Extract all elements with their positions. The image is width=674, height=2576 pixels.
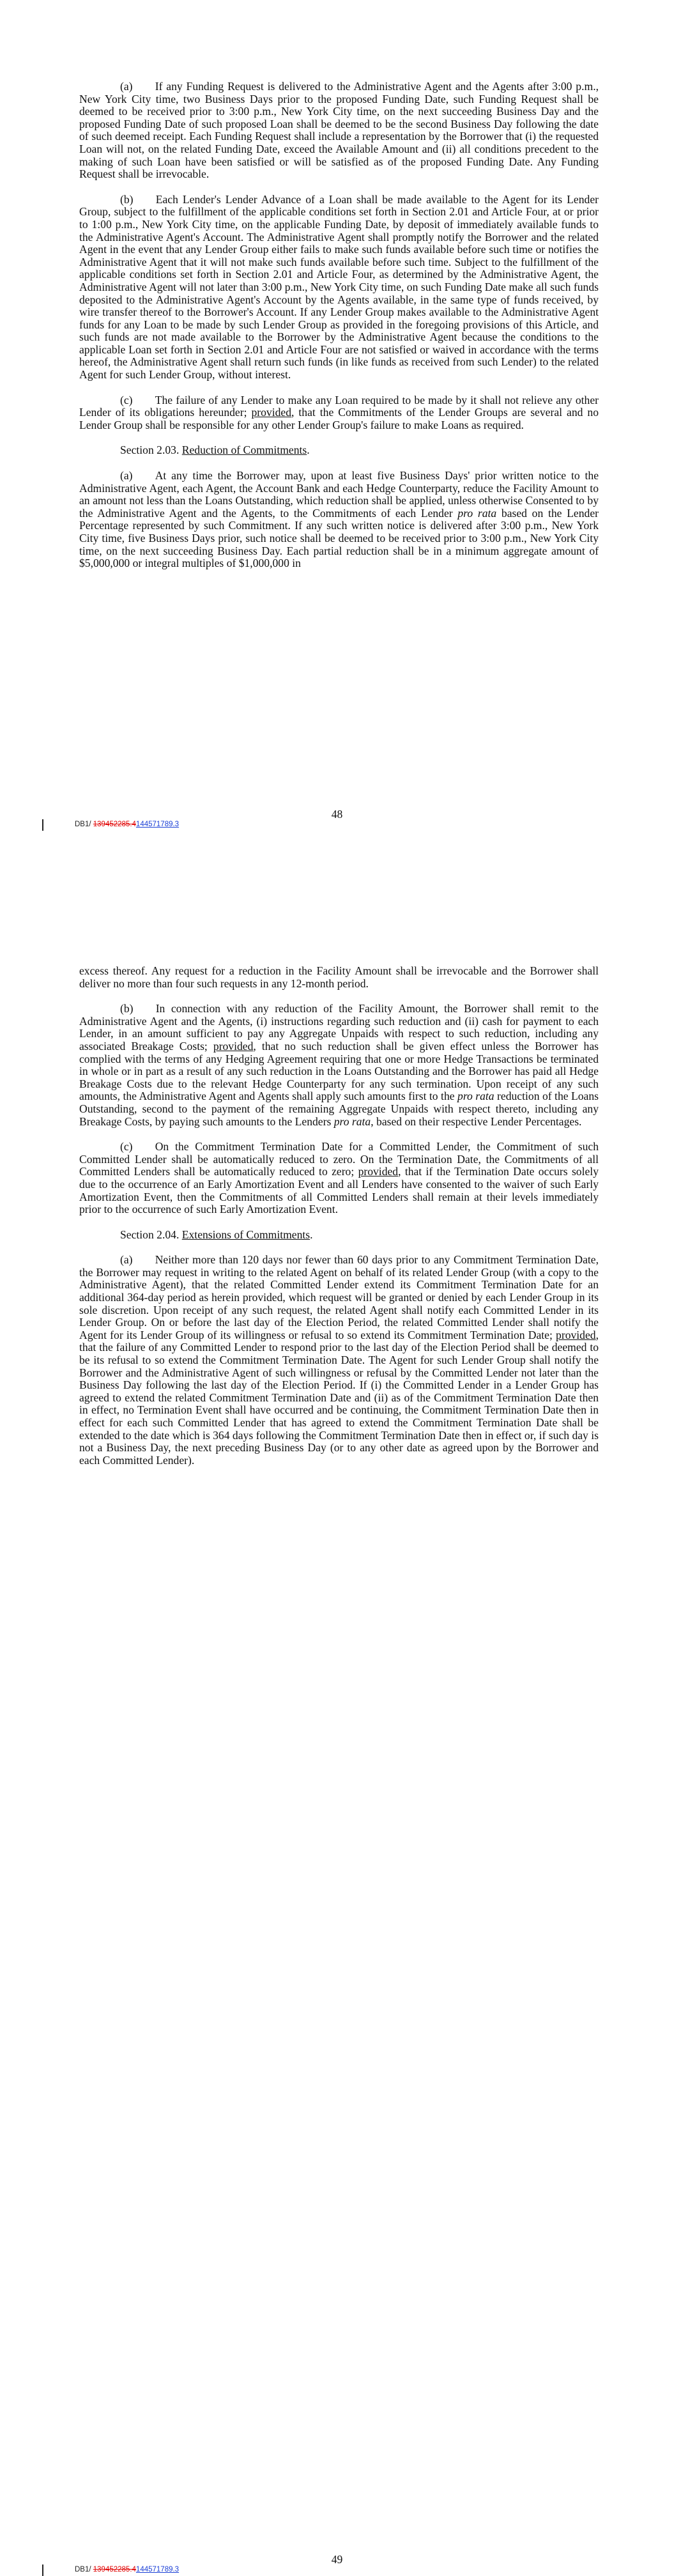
paragraph-continuation: excess thereof. Any request for a reduction in the Facility Amount shall be irrevocable and the Borrower shall deliver no more than four such requests in any 12-month period. <box>79 964 599 990</box>
change-bar <box>42 2564 43 2576</box>
paragraph-2-03-a: (a) At any time the Borrower may, upon at least five Business Days' prior written notice to the Administrative Agent, each Agent, the Account Bank and each Hedge Counterparty, reduce the Facility Amount to an amount not less than the Loans Outstanding, which reduction shall be applied, unless otherwise Consented to by the Administrative Agent and the Agents, to the Commitments of each Lender pro rata based on the Lender Percentage represented by such Commitment. If any such written notice is delivered after 3:00 p.m., New York City time, five Business Days prior, such notice shall be deemed to be received prior to 3:00 p.m., New York City time, on the next succeeding Business Day. Each partial reduction shall be in a minimum aggregate amount of $5,000,000 or integral multiples of $1,000,000 in <box>79 469 599 570</box>
provided-term: provided <box>358 1165 399 1178</box>
provided-term: provided <box>213 1039 254 1053</box>
provided-term: provided <box>556 1328 596 1341</box>
page-number: 49 <box>331 2553 343 2566</box>
paragraph-2-02-a: (a) If any Funding Request is delivered to the Administrative Agent and the Agents after 3:00 p.m., New York City time, two Business Days prior to the proposed Funding Date, such Funding Request shall be deemed to be received prior to 3:00 p.m., New York City time, on the next succeeding Business Day and the proposed Funding Date of such proposed Loan shall be deemed to be the second Business Day following the date of such deemed receipt. Each Funding Request shall include a representation by the Borrower that (i) the requested Loan will not, on the related Funding Date, exceed the Available Amount and (ii) all conditions precedent to the making of such Loan have been satisfied or will be satisfied as of the proposed Funding Date. Any Funding Request shall be irrevocable. <box>79 80 599 181</box>
document-reference: DB1/ 139452285.4144571789.3 <box>75 821 180 828</box>
inserted-reference: 144571789.3 <box>135 2566 180 2573</box>
paragraph-2-02-b: (b) Each Lender's Lender Advance of a Loan shall be made available to the Agent for its Lender Group, subject to the fulfillment of the applicable conditions set forth in Section 2.01 and Article Four, at or prior to 1:00 p.m., New York City time, on the applicable Funding Date, by deposit of immediately available funds to the Administrative Agent's Account. The Administrative Agent shall promptly notify the Borrower and the related Agent in the event that any Lender Group either fails to make such funds available before such time or notifies the Administrative Agent that it will not make such funds available before such time. Subject to the fulfillment of the applicable conditions set forth in Section 2.01 and Article Four, as determined by the Administrative Agent, the Administrative Agent will not later than 3:00 p.m., New York City time, on such Funding Date make all such funds deposited to the Administrative Agent's Account by the Agents available, in the same type of funds received, by wire transfer thereof to the Borrower's Account. If any Lender Group makes available to the Administrative Agent funds for any Loan to be made by such Lender Group as provided in the foregoing provisions of this Article, and such funds are not made available to the Borrower by the Administrative Agent because the conditions to the applicable Loan set forth in Section 2.01 and Article Four are not satisfied or waived in accordance with the terms hereof, the Administrative Agent shall return such funds (in like funds as received from such Lender) to the related Agent for such Lender Group, without interest. <box>79 192 599 382</box>
page-body <box>79 965 599 1479</box>
paragraph-2-03-c: (c) On the Commitment Termination Date for a Committed Lender, the Commitment of such Committed Lender shall be automatically reduced to zero. On the Termination Date, the Commitments of all Committed Lenders shall be automatically reduced to zero; provided, that if the Termination Date occurs solely due to the occurrence of an Early Amortization Event and all Lenders have consented to the waiver of such Early Amortization Event, then the Commitments of all Committed Lenders shall remain at their levels immediately prior to the occurrence of such Early Amortization Event. <box>79 1140 599 1216</box>
deleted-reference: 139452285.4 <box>93 2566 136 2573</box>
page-body <box>79 81 599 583</box>
pro-rata-term: pro rata <box>333 1114 371 1128</box>
document-page-49 <box>0 872 674 2573</box>
deleted-reference: 139452285.4 <box>93 821 136 828</box>
section-title: Extensions of Commitments <box>181 1228 310 1241</box>
inserted-reference: 144571789.3 <box>135 821 180 828</box>
section-title: Reduction of Commitments <box>181 443 307 457</box>
document-reference: DB1/ 139452285.4144571789.3 <box>75 2566 180 2573</box>
section-heading-2-04: Section 2.04. Extensions of Commitments. <box>120 1228 313 1241</box>
paragraph-2-04-a: (a) Neither more than 120 days nor fewer than 60 days prior to any Commitment Termination Date, the Borrower may request in writing to the related Agent on behalf of its related Lender Group (with a copy to the Administrative Agent), that the related Committed Lender extend its Commitment Termination Date for an additional 364-day period as herein provided, which request will be granted or denied by each Lender Group in its sole discretion. Upon receipt of any such request, the related Agent shall notify each Committed Lender in its Lender Group. On or before the last day of the Election Period, the related Committed Lender shall notify the Agent for its Lender Group of its willingness or refusal to so extend its Commitment Termination Date; provided, that the failure of any Committed Lender to respond prior to the last day of the Election Period shall be deemed to be its refusal to so extend the Commitment Termination Date. The Agent for such Lender Group shall notify the Borrower and the Administrative Agent of such willingness or refusal by the Committed Lender not later than the Business Day following the last day of the Election Period. If (i) the Committed Lender in a Lender Group has agreed to extend the related Commitment Termination Date and (ii) as of the Commitment Termination Date then in effect, no Termination Event shall have occurred and be continuing, the Commitment Termination Date then in effect for each such Committed Lender that has agreed to extend the Commitment Termination Date shall be extended to the date which is 364 days following the Commitment Termination Date then in effect or, if such day is not a Business Day, the next preceding Business Day (or to any other date as agreed upon by the Borrower and each Committed Lender). <box>79 1253 599 1467</box>
paragraph-2-02-c: (c) The failure of any Lender to make any Loan required to be made by it shall not relieve any other Lender of its obligations hereunder; provided, that the Commitments of the Lender Groups are several and no Lender Group shall be responsible for any other Lender Group's failure to make Loans as required. <box>79 393 599 431</box>
pro-rata-term: pro rata <box>457 506 497 520</box>
paragraph-2-03-b: (b) In connection with any reduction of the Facility Amount, the Borrower shall remit to the Administrative Agent and the Agents, (i) instructions regarding such reduction and (ii) cash for payment to each Lender, in an amount sufficient to pay any Aggregate Unpaids with respect to such reduction, including any associated Breakage Costs; provided, that no such reduction shall be given effect unless the Borrower has complied with the terms of any Hedging Agreement requiring that one or more Hedge Transactions be terminated in whole or in part as a result of any such reduction in the Loans Outstanding and the Borrower has paid all Hedge Breakage Costs due to the relevant Hedge Counterparty for any such termination. Upon receipt of any such amounts, the Administrative Agent and Agents shall apply such amounts first to the pro rata reduction of the Loans Outstanding, second to the payment of the remaining Aggregate Unpaids with respect thereto, including any Breakage Costs, by paying such amounts to the Lenders pro rata, based on their respective Lender Percentages. <box>79 1002 599 1128</box>
change-bar <box>42 819 43 831</box>
pro-rata-term: pro rata <box>457 1090 494 1103</box>
page-number: 48 <box>331 808 343 821</box>
provided-term: provided <box>251 406 292 419</box>
document-page-48 <box>0 0 674 872</box>
section-heading-2-03: Section 2.03. Reduction of Commitments. <box>120 443 310 457</box>
